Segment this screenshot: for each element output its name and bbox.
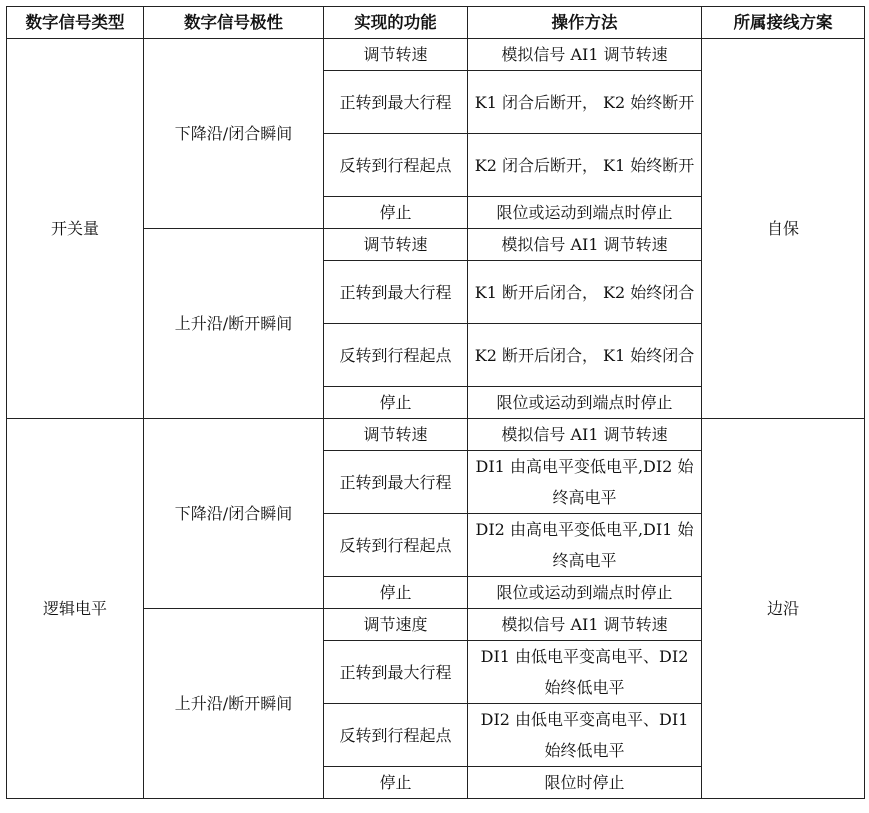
signal-type-cell: 逻辑电平 xyxy=(7,419,144,799)
function-cell: 停止 xyxy=(324,387,468,419)
wiring-scheme-table xyxy=(6,6,865,799)
function-cell: 调节转速 xyxy=(324,419,468,451)
operation-cell: DI1 由低电平变高电平、DI2 始终低电平 xyxy=(468,641,702,704)
function-cell: 正转到最大行程 xyxy=(324,261,468,324)
table-row xyxy=(7,39,865,71)
header-polarity: 数字信号极性 xyxy=(144,7,324,39)
polarity-cell: 上升沿/断开瞬间 xyxy=(144,229,324,419)
scheme-cell: 自保 xyxy=(702,39,865,419)
operation-cell: 限位时停止 xyxy=(468,767,702,799)
function-cell: 正转到最大行程 xyxy=(324,641,468,704)
function-cell: 正转到最大行程 xyxy=(324,451,468,514)
polarity-cell: 下降沿/闭合瞬间 xyxy=(144,39,324,229)
function-cell: 调节转速 xyxy=(324,229,468,261)
operation-cell: K2 断开后闭合， K1 始终闭合 xyxy=(468,324,702,387)
operation-cell: 限位或运动到端点时停止 xyxy=(468,577,702,609)
operation-cell: K1 闭合后断开， K2 始终断开 xyxy=(468,71,702,134)
function-cell: 反转到行程起点 xyxy=(324,514,468,577)
operation-cell: DI1 由高电平变低电平,DI2 始终高电平 xyxy=(468,451,702,514)
operation-cell: 限位或运动到端点时停止 xyxy=(468,387,702,419)
function-cell: 反转到行程起点 xyxy=(324,324,468,387)
function-cell: 停止 xyxy=(324,197,468,229)
operation-cell: 模拟信号 AI1 调节转速 xyxy=(468,419,702,451)
operation-cell: K2 闭合后断开， K1 始终断开 xyxy=(468,134,702,197)
header-row xyxy=(7,7,865,39)
header-scheme: 所属接线方案 xyxy=(702,7,865,39)
operation-cell: 模拟信号 AI1 调节转速 xyxy=(468,229,702,261)
function-cell: 调节速度 xyxy=(324,609,468,641)
function-cell: 反转到行程起点 xyxy=(324,704,468,767)
signal-type-cell: 开关量 xyxy=(7,39,144,419)
function-cell: 反转到行程起点 xyxy=(324,134,468,197)
operation-cell: DI2 由低电平变高电平、DI1 始终低电平 xyxy=(468,704,702,767)
operation-cell: 模拟信号 AI1 调节转速 xyxy=(468,609,702,641)
function-cell: 正转到最大行程 xyxy=(324,71,468,134)
operation-cell: DI2 由高电平变低电平,DI1 始终高电平 xyxy=(468,514,702,577)
function-cell: 停止 xyxy=(324,577,468,609)
header-operation: 操作方法 xyxy=(468,7,702,39)
polarity-cell: 上升沿/断开瞬间 xyxy=(144,609,324,799)
polarity-cell: 下降沿/闭合瞬间 xyxy=(144,419,324,609)
header-function: 实现的功能 xyxy=(324,7,468,39)
operation-cell: 模拟信号 AI1 调节转速 xyxy=(468,39,702,71)
scheme-cell: 边沿 xyxy=(702,419,865,799)
header-signal-type: 数字信号类型 xyxy=(7,7,144,39)
table-row xyxy=(7,419,865,451)
function-cell: 调节转速 xyxy=(324,39,468,71)
function-cell: 停止 xyxy=(324,767,468,799)
operation-cell: K1 断开后闭合， K2 始终闭合 xyxy=(468,261,702,324)
operation-cell: 限位或运动到端点时停止 xyxy=(468,197,702,229)
